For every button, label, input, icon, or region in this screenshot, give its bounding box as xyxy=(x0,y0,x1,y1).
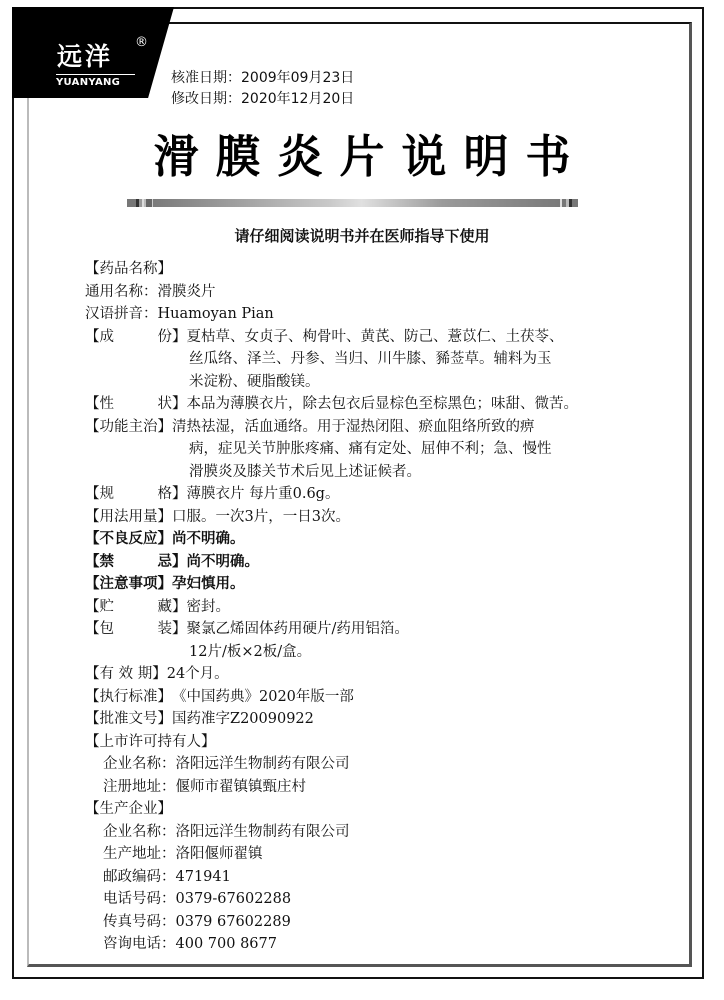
description-text: 本品为薄膜衣片，除去包衣后显棕色至棕黑色；味甜、微苦。 xyxy=(186,396,578,412)
packaging-line: 12片/板×2板/盒。 xyxy=(189,643,312,660)
field-label: 通用名称： xyxy=(85,283,158,300)
section-standard xyxy=(85,686,675,709)
ingredients-line: 丝瓜络、泽兰、丹参、当归、川牛膝、豨莶草。辅料为玉 xyxy=(189,351,552,367)
section-label: 【成 份】 xyxy=(85,328,187,345)
section-label: 【用法用量】 xyxy=(85,508,172,525)
section-approval-number xyxy=(85,708,675,731)
pinyin-row xyxy=(85,303,675,326)
revision-date: 2020年12月20日 xyxy=(241,91,355,107)
dosage-text: 口服。一次3片，一日3次。 xyxy=(172,508,350,525)
approval-date-line xyxy=(171,68,354,89)
manufacturer-address-row xyxy=(85,843,675,866)
section-label: 【贮 藏】 xyxy=(85,598,187,615)
field-label: 电话号码： xyxy=(103,891,176,907)
brand-logo-cn: 远洋 xyxy=(57,42,114,71)
hotline-number: 400 700 8677 xyxy=(175,936,277,952)
mah-company-row xyxy=(85,753,675,776)
field-label: 汉语拼音： xyxy=(85,306,158,322)
mah-address: 偃师市翟镇镇甄庄村 xyxy=(175,778,306,795)
contraindications-text: 尚不明确。 xyxy=(186,553,259,570)
validity-text: 24个月。 xyxy=(166,666,229,682)
section-packaging xyxy=(85,618,675,641)
section-label: 【不良反应】 xyxy=(85,531,172,547)
mah-company: 洛阳远洋生物制药有限公司 xyxy=(175,756,350,772)
manufacturer-address: 洛阳偃师翟镇 xyxy=(175,846,263,862)
brand-logo-en: YUANYANG xyxy=(56,77,121,88)
revision-date-line xyxy=(171,89,354,110)
indications-line: 滑膜炎及膝关节术后见上述证候者。 xyxy=(189,463,421,480)
field-label: 企业名称： xyxy=(103,756,176,772)
section-drug-name xyxy=(85,258,675,281)
indications-line: 病，症见关节肿胀疼痛、痛有定处、屈伸不利；急、慢性 xyxy=(189,441,552,457)
precautions-text: 孕妇慎用。 xyxy=(172,576,245,592)
section-label: 【药品名称】 xyxy=(85,261,172,277)
field-label: 企业名称： xyxy=(103,823,176,840)
section-label: 【上市许可持有人】 xyxy=(85,733,216,750)
specification-text: 薄膜衣片 每片重0.6g。 xyxy=(186,486,340,502)
section-label: 【包 装】 xyxy=(85,621,187,637)
section-label: 【执行标准】 xyxy=(85,688,172,705)
instructions-body xyxy=(85,258,675,956)
ingredients-line: 米淀粉、硬脂酸镁。 xyxy=(189,373,320,390)
registered-mark-icon: ® xyxy=(135,35,148,50)
section-label: 【规 格】 xyxy=(85,486,187,502)
section-manufacturer xyxy=(85,798,675,821)
section-label: 【功能主治】 xyxy=(85,418,172,435)
section-label: 【生产企业】 xyxy=(85,801,172,817)
section-ingredients xyxy=(85,326,675,349)
section-label: 【性 状】 xyxy=(85,396,187,412)
logo-divider xyxy=(56,74,135,75)
section-label: 【禁 忌】 xyxy=(85,553,187,570)
manufacturer-company: 洛阳远洋生物制药有限公司 xyxy=(175,823,350,840)
packaging-line: 聚氯乙烯固体药用硬片/药用铝箔。 xyxy=(186,621,409,637)
adverse-reactions-text: 尚不明确。 xyxy=(172,531,245,547)
field-label: 咨询电话： xyxy=(103,936,176,952)
hotline-row xyxy=(85,933,675,956)
field-label: 传真号码： xyxy=(103,913,176,930)
generic-name: 滑膜炎片 xyxy=(157,283,216,300)
standard-text: 《中国药典》2020年版一部 xyxy=(172,688,354,705)
section-label: 【批准文号】 xyxy=(85,711,172,727)
section-label: 【注意事项】 xyxy=(85,576,172,592)
mah-address-row xyxy=(85,776,675,799)
postcode-row xyxy=(85,866,675,889)
generic-name-row xyxy=(85,281,675,304)
approval-date: 2009年09月23日 xyxy=(241,70,355,86)
field-label: 注册地址： xyxy=(103,778,176,795)
section-adverse-reactions xyxy=(85,528,675,551)
section-contraindications xyxy=(85,551,675,574)
section-mah xyxy=(85,731,675,754)
section-dosage xyxy=(85,506,675,529)
pinyin-name: Huamoyan Pian xyxy=(157,306,274,322)
field-label: 生产地址： xyxy=(103,846,176,862)
section-precautions xyxy=(85,573,675,596)
date-block xyxy=(171,68,354,110)
subtitle: 请仔细阅读说明书并在医师指导下使用 xyxy=(234,227,490,245)
field-label: 邮政编码： xyxy=(103,868,176,885)
section-indications xyxy=(85,416,675,439)
approval-number-text: 国药准字Z20090922 xyxy=(172,711,314,727)
phone-number: 0379-67602288 xyxy=(175,891,292,907)
approval-date-label: 核准日期： xyxy=(171,70,241,86)
decorative-bar xyxy=(127,199,578,207)
fax-row xyxy=(85,911,675,934)
section-validity xyxy=(85,663,675,686)
ingredients-line: 夏枯草、女贞子、枸骨叶、黄芪、防己、薏苡仁、土茯苓、 xyxy=(186,328,564,345)
section-storage xyxy=(85,596,675,619)
manufacturer-company-row xyxy=(85,821,675,844)
section-specification xyxy=(85,483,675,506)
revision-date-label: 修改日期： xyxy=(171,91,241,107)
postcode: 471941 xyxy=(175,868,231,885)
page-title: 滑膜炎片说明书 xyxy=(153,130,588,183)
indications-line: 清热祛湿，活血通络。用于湿热闭阻、瘀血阻络所致的痹 xyxy=(172,418,535,435)
storage-text: 密封。 xyxy=(186,598,230,615)
section-description xyxy=(85,393,675,416)
section-label: 【有 效 期】 xyxy=(85,666,167,682)
phone-row xyxy=(85,888,675,911)
fax-number: 0379 67602289 xyxy=(175,913,291,930)
